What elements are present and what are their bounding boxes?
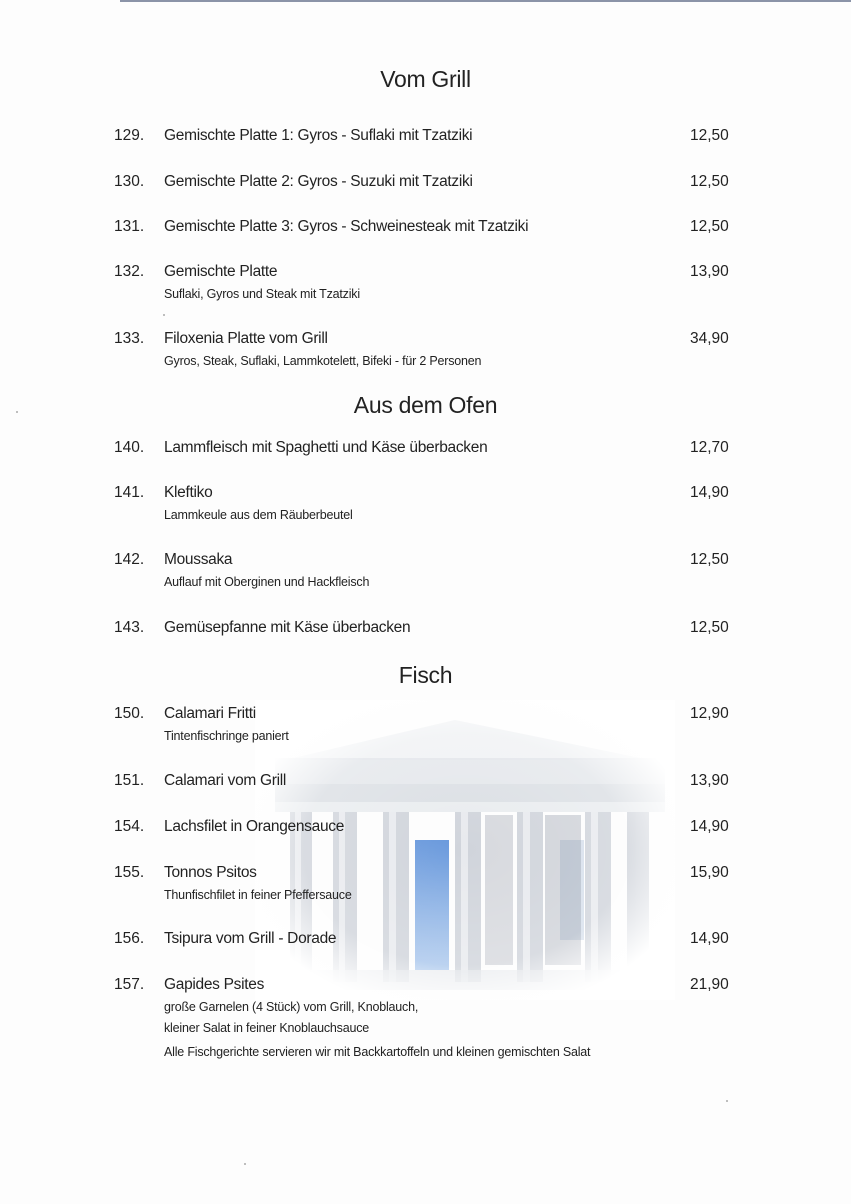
item-price: 13,90 [690, 263, 729, 280]
item-number: 129. [114, 127, 145, 144]
item-name: Gemischte Platte [164, 263, 278, 280]
item-name: Gemüsepfanne mit Käse überbacken [164, 619, 411, 636]
fish-note: Alle Fischgerichte servieren wir mit Backkartoffeln und kleinen gemischten Salat [164, 1045, 591, 1059]
item-name: Tonnos Psitos [164, 864, 257, 881]
item-name: Lachsfilet in Orangensauce [164, 818, 345, 835]
item-name: Moussaka [164, 551, 233, 568]
item-number: 142. [114, 551, 145, 568]
item-price: 12,70 [690, 439, 729, 456]
item-number: 131. [114, 218, 145, 235]
item-number: 154. [114, 818, 145, 835]
item-description: Suflaki, Gyros und Steak mit Tzatziki [164, 287, 360, 301]
item-name: Gemischte Platte 1: Gyros - Suflaki mit Tzatziki [164, 127, 473, 144]
item-number: 157. [114, 976, 145, 993]
item-description: Thunfischfilet in feiner Pfeffersauce [164, 888, 352, 902]
item-name: Calamari vom Grill [164, 772, 287, 789]
item-name: Filoxenia Platte vom Grill [164, 330, 328, 347]
item-number: 140. [114, 439, 145, 456]
section-title-aus-dem-ofen: Aus dem Ofen [353, 392, 498, 418]
item-name: Gapides Psites [164, 976, 265, 993]
item-number: 156. [114, 930, 145, 947]
item-description: Gyros, Steak, Suflaki, Lammkotelett, Bifeki - für 2 Personen [164, 354, 482, 368]
item-price: 12,50 [690, 127, 729, 144]
item-number: 130. [114, 173, 145, 190]
section-title-vom-grill: Vom Grill [380, 66, 471, 92]
item-price: 13,90 [690, 772, 729, 789]
item-number: 141. [114, 484, 145, 501]
item-number: 143. [114, 619, 145, 636]
item-price: 14,90 [690, 818, 729, 835]
scan-speck [726, 1100, 728, 1102]
item-price: 34,90 [690, 330, 729, 347]
item-description-line-2: kleiner Salat in feiner Knoblauchsauce [164, 1021, 370, 1035]
item-number: 155. [114, 864, 145, 881]
item-name: Tsipura vom Grill - Dorade [164, 930, 337, 947]
parthenon-image [255, 700, 675, 1000]
item-description: Tintenfischringe paniert [164, 729, 289, 743]
item-number: 133. [114, 330, 145, 347]
item-name: Lammfleisch mit Spaghetti und Käse überbacken [164, 439, 488, 456]
item-description: große Garnelen (4 Stück) vom Grill, Knoblauch, [164, 1000, 419, 1014]
item-price: 15,90 [690, 864, 729, 881]
scan-speck [163, 314, 165, 316]
item-price: 12,50 [690, 551, 729, 568]
item-price: 14,90 [690, 930, 729, 947]
item-description: Lammkeule aus dem Räuberbeutel [164, 508, 353, 522]
top-rule [120, 0, 851, 2]
item-name: Gemischte Platte 2: Gyros - Suzuki mit Tzatziki [164, 173, 473, 190]
item-price: 12,90 [690, 705, 729, 722]
item-price: 14,90 [690, 484, 729, 501]
item-price: 21,90 [690, 976, 729, 993]
item-price: 12,50 [690, 619, 729, 636]
item-price: 12,50 [690, 173, 729, 190]
item-number: 150. [114, 705, 145, 722]
item-number: 151. [114, 772, 145, 789]
item-name: Gemischte Platte 3: Gyros - Schweinesteak mit Tzatziki [164, 218, 529, 235]
item-number: 132. [114, 263, 145, 280]
item-name: Kleftiko [164, 484, 213, 501]
scan-speck [16, 411, 18, 413]
scan-speck [244, 1163, 246, 1165]
item-price: 12,50 [690, 218, 729, 235]
item-description: Auflauf mit Oberginen und Hackfleisch [164, 575, 370, 589]
item-name: Calamari Fritti [164, 705, 256, 722]
section-title-fisch: Fisch [398, 662, 453, 688]
